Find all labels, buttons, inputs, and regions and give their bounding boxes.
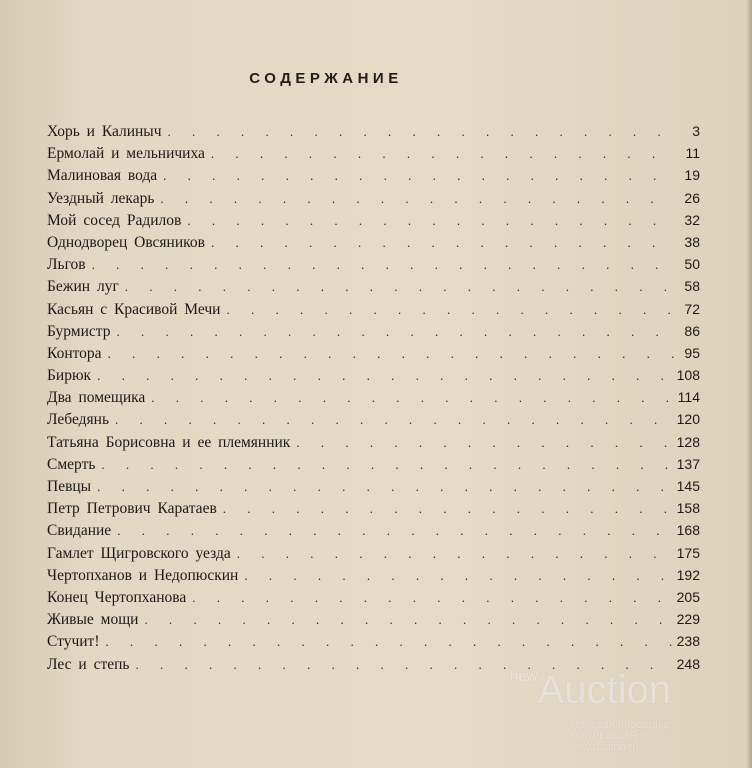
toc-entry-page: 120 [676,411,700,428]
dot-leader [192,587,672,609]
dot-leader [117,520,672,542]
toc-entry-page: 158 [676,500,700,517]
dot-leader [223,498,673,520]
dot-leader [101,454,672,476]
toc-entry-page: 192 [676,566,700,583]
toc-entry [47,542,700,564]
toc-entry [47,475,700,497]
dot-leader [115,409,673,431]
toc-entry-title: Бежин луг [47,278,119,296]
toc-entry [47,586,700,608]
toc-entry [47,142,700,164]
toc-entry [47,630,700,652]
watermark-prefix: new [510,668,538,685]
toc-entry [47,275,700,297]
dot-leader [211,232,674,254]
dot-leader [97,365,673,387]
toc-entry-page: 86 [684,322,700,339]
toc-entry-title: Лебедянь [47,411,110,429]
toc-entry-title: Контора [47,344,102,362]
toc-entry [47,519,700,541]
dot-leader [92,254,674,276]
toc-entry [47,120,700,142]
toc-entry-title: Два помещика [47,389,146,407]
toc-entry-title: Малиновая вода [47,167,158,185]
toc-entry-page: 11 [685,145,700,162]
toc-entry-page: 168 [676,522,700,539]
page-edge [746,0,752,768]
toc-entry [47,209,700,231]
toc-entry-page: 137 [676,455,700,472]
watermark-line: newauction.ru [570,741,639,753]
toc-entry-title: Уездный лекарь [47,189,155,207]
toc-entry-page: 38 [684,233,700,250]
watermark-line: КОЛЛЕКЦИЯ [570,730,637,742]
toc-entry-title: Живые мощи [47,611,139,629]
toc-entry-page: 248 [676,655,700,672]
toc-entry-title: Смерть [47,455,96,473]
toc-entry-page: 238 [676,633,700,650]
auction-watermark [510,668,750,753]
toc-entry [47,187,700,209]
dot-leader [237,543,673,565]
toc-entry-page: 229 [676,611,700,628]
toc-entry-page: 128 [676,433,700,450]
toc-entry-page: 26 [684,189,700,206]
toc-entry-title: Ермолай и мельничиха [47,145,205,163]
toc-entry [47,253,700,275]
toc-entry-title: Льгов [47,256,86,274]
toc-entry-page: 108 [676,367,700,384]
toc-entry-title: Свидание [47,522,112,540]
toc-entry [47,408,700,430]
toc-entry-title: Гамлет Щигровского уезда [47,544,231,562]
dot-leader [211,143,674,165]
toc-entry-title: Конец Чертопханова [47,588,187,606]
page-title: СОДЕРЖАНИЕ [249,70,403,87]
watermark-brand: Auction [537,668,671,712]
toc-entry-page: 58 [684,278,700,295]
toc-entry [47,497,700,519]
toc-entry [47,231,700,253]
toc-entry-page: 50 [684,256,700,273]
toc-entry-page: 3 [692,123,700,139]
dot-leader [151,387,673,409]
toc-entry-page: 205 [676,588,700,605]
toc-entry-page: 32 [684,211,700,228]
dot-leader [105,631,672,653]
dot-leader [226,299,674,321]
toc-entry-title: Однодворец Овсяников [47,233,205,251]
toc-entry-title: Чертопханов и Недопюскин [47,566,239,584]
toc-entry-title: Мой сосед Радилов [47,211,182,229]
toc-entry [47,386,700,408]
toc-entry-page: 145 [676,478,700,494]
dot-leader [163,165,674,187]
toc-entry [47,342,700,364]
dot-leader [168,121,674,143]
dot-leader [97,476,673,498]
watermark-subtitle [570,720,750,753]
dot-leader [187,210,674,232]
toc-entry-page: 175 [676,544,700,561]
dot-leader [125,276,674,298]
dot-leader [296,432,672,454]
toc-entry-title: Лес и степь [47,655,130,673]
toc-entry-title: Петр Петрович Каратаев [47,500,217,518]
toc-entry-title: Бурмистр [47,322,111,340]
toc-entry [47,164,700,186]
toc-entry [47,298,700,320]
toc-entry [47,608,700,630]
toc-entry-title: Касьян с Красивой Мечи [47,300,221,318]
toc-entry [47,431,700,453]
watermark-line: торговая площадка [570,719,670,731]
dot-leader [108,343,674,365]
toc-entry-title: Татьяна Борисовна и ее племянник [47,433,291,451]
toc-entry-title: Стучит! [47,633,100,651]
dot-leader [144,609,672,631]
toc-entry [47,364,700,386]
dot-leader [244,565,672,587]
toc-entry [47,564,700,586]
dot-leader [160,188,674,210]
dot-leader [116,321,674,343]
toc-entry-page: 19 [684,167,700,184]
toc-entry [47,453,700,475]
toc-entry-title: Хорь и Калиныч [47,123,162,140]
table-of-contents [47,120,700,675]
toc-entry-page: 72 [684,300,700,317]
toc-entry-title: Бирюк [47,367,92,385]
toc-entry [47,320,700,342]
toc-entry-page: 114 [677,389,700,406]
toc-entry-page: 95 [684,344,700,361]
toc-entry-title: Певцы [47,478,92,495]
